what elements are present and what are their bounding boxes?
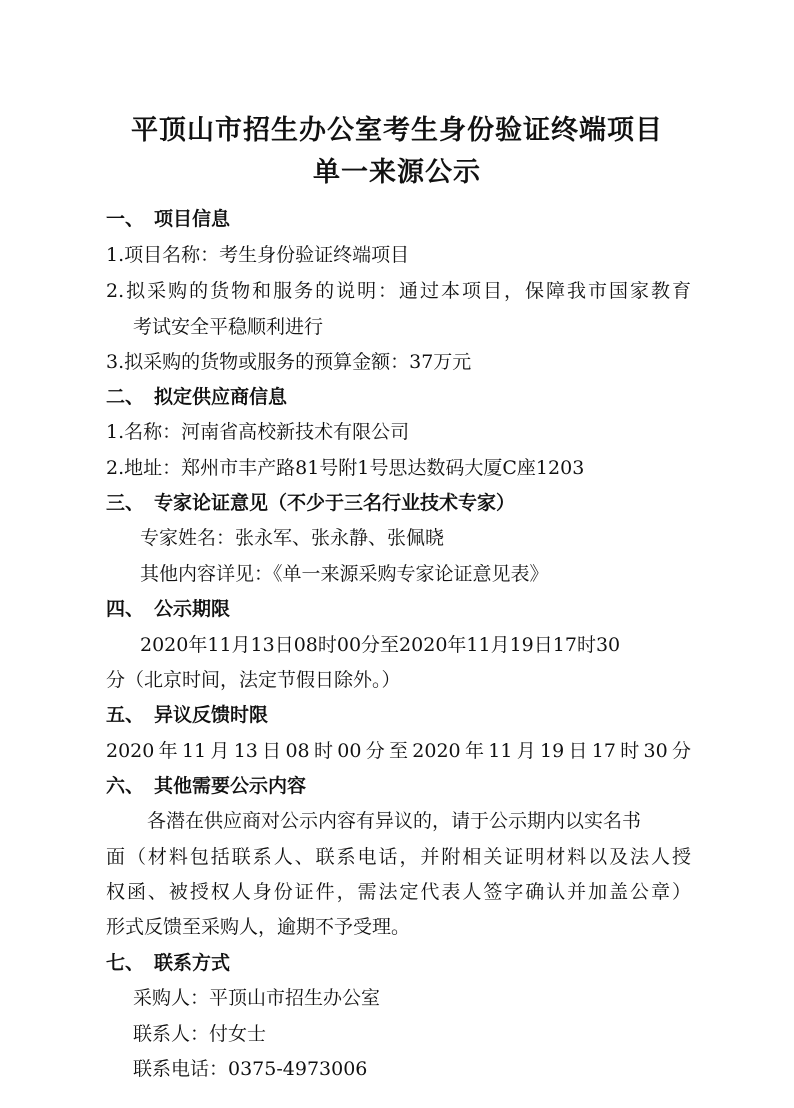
objection-paragraph-line-1: 各潜在供应商对公示内容有异议的，请于公示期内以实名书 xyxy=(147,810,642,832)
goods-description-continuation: 考试安全平稳顺利进行 xyxy=(133,316,324,338)
notice-period-line: 2020年11月13日08时00分至2020年11月19日17时30 xyxy=(140,634,621,656)
objection-period-line: 2020年11月13日08时00分至2020年11月19日17时30分 xyxy=(106,740,691,762)
section-title: 项目信息 xyxy=(154,208,231,230)
section-number: 四、 xyxy=(106,598,145,620)
section-number: 五、 xyxy=(106,704,145,726)
objection-paragraph-line-2: 面（材料包括联系人、联系电话，并附相关证明材料以及法人授 xyxy=(106,846,691,868)
section-title: 异议反馈时限 xyxy=(154,704,269,726)
section-heading-contact xyxy=(106,950,230,976)
section-number: 七、 xyxy=(106,952,145,974)
goods-description-line: 2.拟采购的货物和服务的说明：通过本项目，保障我市国家教育 xyxy=(106,280,691,302)
section-heading-other-content xyxy=(106,773,306,799)
section-heading-objection-period xyxy=(106,702,268,728)
section-title: 其他需要公示内容 xyxy=(154,775,307,797)
section-heading-project-info xyxy=(106,206,230,232)
supplier-name-line: 1.名称：河南省高校新技术有限公司 xyxy=(106,421,410,443)
section-title: 联系方式 xyxy=(154,952,231,974)
section-number: 一、 xyxy=(106,208,145,230)
section-title: 拟定供应商信息 xyxy=(154,386,288,408)
objection-paragraph-line-4: 形式反馈至采购人，逾期不予受理。 xyxy=(106,916,411,938)
project-name-line: 1.项目名称：考生身份验证终端项目 xyxy=(106,244,410,266)
notice-period-continuation: 分（北京时间，法定节假日除外。） xyxy=(106,669,401,691)
supplier-address-line: 2.地址：郑州市丰产路81号附1号思达数码大厦C座1203 xyxy=(106,457,585,479)
section-title: 专家论证意见（不少于三名行业技术专家） xyxy=(154,492,516,514)
section-number: 六、 xyxy=(106,775,145,797)
section-heading-expert-opinion xyxy=(106,490,515,516)
budget-amount-line: 3.拟采购的货物或服务的预算金额：37万元 xyxy=(106,351,472,373)
section-number: 二、 xyxy=(106,386,145,408)
document-title-line-2: 单一来源公示 xyxy=(313,157,481,188)
purchaser-line: 采购人：平顶山市招生办公室 xyxy=(133,987,381,1009)
objection-paragraph-line-3: 权函、被授权人身份证件，需法定代表人签字确认并加盖公章） xyxy=(106,881,691,903)
section-heading-notice-period xyxy=(106,596,230,622)
expert-details-line: 其他内容详见：《单一来源采购专家论证意见表》 xyxy=(140,563,549,585)
section-heading-supplier-info xyxy=(106,384,287,410)
document-title-line-1: 平顶山市招生办公室考生身份验证终端项目 xyxy=(131,115,663,146)
expert-names-line: 专家姓名：张永军、张永静、张佩晓 xyxy=(140,527,445,549)
section-title: 公示期限 xyxy=(154,598,231,620)
section-number: 三、 xyxy=(106,492,145,514)
contact-phone-line: 联系电话：0375-4973006 xyxy=(133,1058,368,1080)
contact-person-line: 联系人：付女士 xyxy=(133,1023,267,1045)
